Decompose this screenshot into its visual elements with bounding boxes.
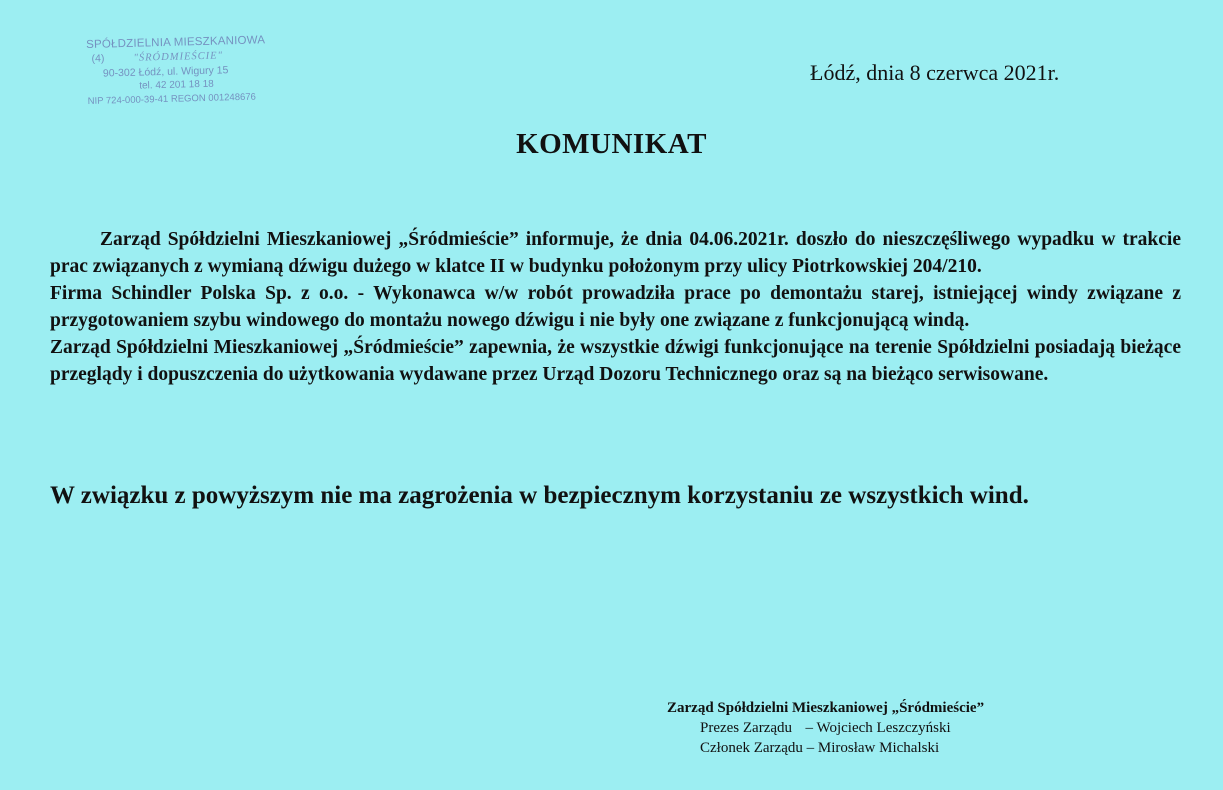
signature-name: Mirosław Michalski — [817, 740, 940, 756]
stamp-address: 90-302 Łódź, ul. Wigury 15 — [102, 64, 229, 80]
document-body — [50, 226, 1181, 388]
document-title: KOMUNIKAT — [516, 128, 707, 160]
signature-role: Członek Zarządu — [700, 740, 803, 756]
signature-row — [667, 718, 984, 738]
final-statement: W związku z powyższym nie ma zagrożenia w bezpiecznym korzystaniu ze wszystkich wind. — [50, 482, 1029, 509]
paragraph: Firma Schindler Polska Sp. z o.o. - Wykonawca w/w robót prowadziła prace po demontażu starej, istniejącej windy związane z przygotowaniem szybu windowego do montażu nowego dźwigu i nie były one związane z funkcjonującą windą. — [50, 283, 1181, 331]
paragraph: Zarząd Spółdzielni Mieszkaniowej „Śródmieście” informuje, że dnia 04.06.2021r. doszło do nieszczęśliwego wypadku w trakcie prac związanych z wymianą dźwigu dużego w klatce II w budynku położonym przy ulicy Piotrkowskiej 204/210. — [50, 229, 1181, 277]
stamp-tax-ids: NIP 724-000-39-41 REGON 001248676 — [87, 91, 257, 107]
stamp-number: (4) — [91, 52, 105, 65]
signature-organization: Zarząd Spółdzielni Mieszkaniowej „Śródmieście” — [667, 700, 985, 716]
stamp-phone: tel. 42 201 18 18 — [139, 78, 214, 92]
document-date: Łódź, dnia 8 czerwca 2021r. — [810, 60, 1060, 85]
cooperative-stamp — [86, 32, 303, 109]
stamp-name: "ŚRÓDMIEŚCIE" — [133, 50, 224, 64]
signature-block — [667, 698, 984, 758]
signature-name: Wojciech Leszczyński — [816, 720, 951, 736]
signature-separator: – — [805, 720, 814, 736]
signature-row — [667, 738, 984, 758]
stamp-line: SPÓŁDZIELNIA MIESZKANIOWA — [86, 34, 266, 51]
signature-role: Prezes Zarządu — [700, 720, 793, 736]
signature-separator: – — [806, 740, 815, 756]
paragraph: Zarząd Spółdzielni Mieszkaniowej „Śródmieście” zapewnia, że wszystkie dźwigi funkcjonujące na terenie Spółdzielni posiadają bieżące przeglądy i dopuszczenia do użytkowania wydawane przez Urząd Dozoru Technicznego oraz są na bieżąco serwisowane. — [50, 337, 1181, 385]
